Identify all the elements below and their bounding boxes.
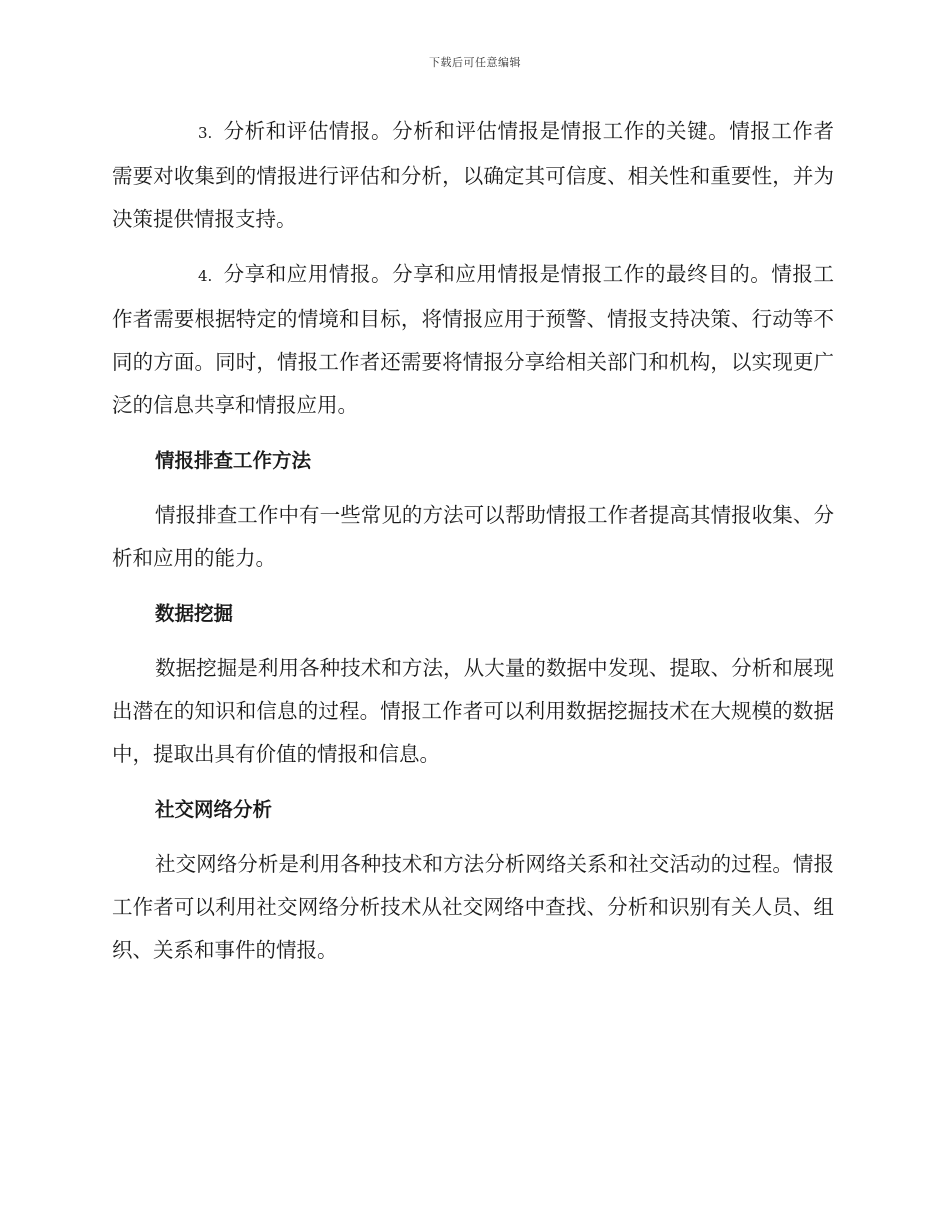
paragraph-text: 分析和评估情报。分析和评估情报是情报工作的关键。情报工作者需要对收集到的情报进行评估和分析，以确定其可信度、相关性和重要性，并为决策提供情报支持。 [112, 119, 834, 231]
section-paragraph-methods: 情报排查工作中有一些常见的方法可以帮助情报工作者提高其情报收集、分析和应用的能力。 [112, 503, 834, 570]
document-body [112, 110, 834, 984]
paragraph-text: 分享和应用情报。分享和应用情报是情报工作的最终目的。情报工作者需要根据特定的情境和目标，将情报应用于预警、情报支持决策、行动等不同的方面。同时，情报工作者还需要将情报分享给相关部门和机构，以实现更广泛的信息共享和情报应用。 [112, 262, 834, 417]
item-number: 3. [198, 124, 213, 142]
item-number: 4. [198, 267, 213, 285]
section-paragraph-data-mining: 数据挖掘是利用各种技术和方法，从大量的数据中发现、提取、分析和展现出潜在的知识和信息的过程。情报工作者可以利用数据挖掘技术在大规模的数据中，提取出具有价值的情报和信息。 [112, 656, 834, 766]
section-heading-methods: 情报排查工作方法 [155, 449, 312, 472]
numbered-paragraph-4 [112, 253, 834, 427]
section-heading-data-mining: 数据挖掘 [155, 602, 234, 625]
section-paragraph-social-network: 社交网络分析是利用各种技术和方法分析网络关系和社交活动的过程。情报工作者可以利用社交网络分析技术从社交网络中查找、分析和识别有关人员、组织、关系和事件的情报。 [112, 852, 834, 962]
section-heading-social-network: 社交网络分析 [155, 798, 273, 821]
page-header: 下载后可任意编辑 [429, 56, 521, 69]
numbered-paragraph-3 [112, 110, 834, 241]
